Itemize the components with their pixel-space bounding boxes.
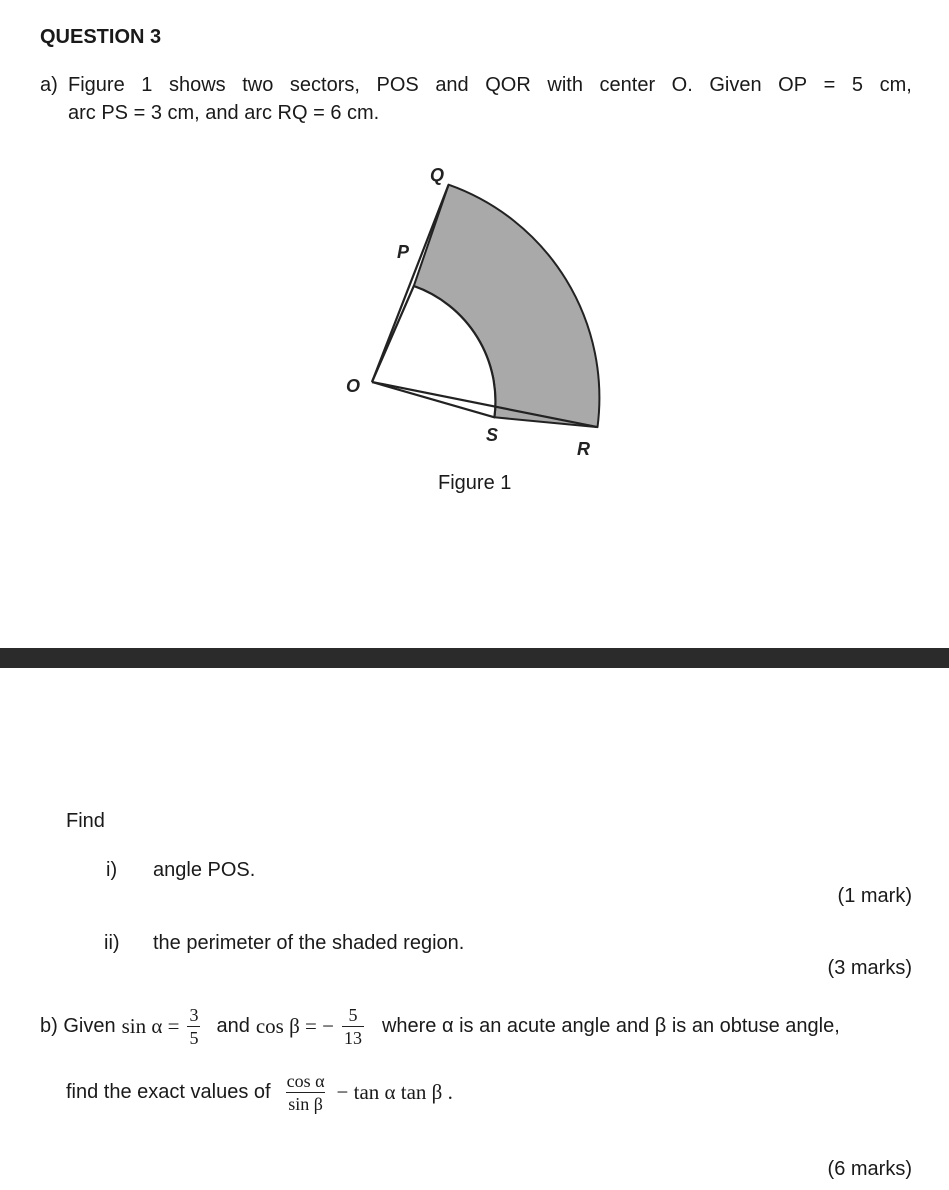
part-a-word: center [599, 74, 656, 96]
part-a-line-2: arc PS = 3 cm, and arc RQ = 6 cm. [68, 102, 380, 124]
label-R: R [577, 439, 590, 459]
part-a-word: sectors, [289, 74, 360, 96]
and-text: and [216, 1015, 250, 1037]
label-P: P [397, 242, 410, 262]
part-b-label: b) Given [40, 1015, 116, 1037]
fraction-3-5-denominator: 5 [189, 1028, 199, 1048]
part-b-line-2 [66, 1072, 453, 1113]
part-a-word: OP [778, 74, 808, 96]
fraction-5-13-denominator: 13 [343, 1028, 362, 1048]
fraction-cos-alpha-over-sin-beta [285, 1072, 327, 1113]
part-a-label: a) [40, 74, 58, 96]
part-a-word: QOR [485, 74, 531, 96]
part-a-word: cm, [879, 74, 912, 96]
part-a-word: and [435, 74, 469, 96]
part-a-word: with [547, 74, 583, 96]
tan-expression: − tan α tan β . [336, 1080, 453, 1104]
item-i-text: angle POS. [153, 859, 256, 881]
part-a-word: POS [376, 74, 419, 96]
find-exact-values-text: find the exact values of [66, 1081, 271, 1103]
figure-caption: Figure 1 [438, 472, 512, 494]
fraction-sin-beta: sin β [288, 1094, 323, 1114]
part-a-word: Figure [68, 74, 125, 96]
find-label: Find [66, 810, 105, 832]
part-a-word: 1 [141, 74, 153, 96]
part-a-word: 5 [851, 74, 864, 96]
fraction-cos-alpha: cos α [286, 1071, 325, 1091]
fraction-5-13-numerator: 5 [348, 1005, 358, 1025]
label-Q: Q [430, 165, 445, 185]
fraction-3-5-numerator: 3 [189, 1005, 199, 1025]
item-i-marks: (1 mark) [837, 885, 912, 907]
part-a-word: O. [671, 74, 693, 96]
part-b-line-1 [40, 1006, 840, 1047]
angle-condition: where α is an acute angle and β is an obtuse angle, [381, 1015, 840, 1037]
fraction-3-5 [187, 1006, 200, 1047]
fraction-5-13 [342, 1006, 364, 1047]
page-divider [0, 648, 949, 668]
sin-alpha: sin α = [121, 1014, 180, 1038]
cos-beta: cos β = − [255, 1014, 334, 1038]
label-O: O [346, 376, 361, 396]
item-ii-text: the perimeter of the shaded region. [153, 932, 465, 954]
label-S: S [486, 425, 499, 445]
part-a-word: Given [709, 74, 762, 96]
item-ii-marks: (3 marks) [827, 957, 912, 979]
figure-1-diagram [0, 0, 949, 520]
item-ii-number: ii) [104, 932, 120, 954]
item-i-number: i) [106, 859, 118, 881]
part-b-marks: (6 marks) [827, 1158, 912, 1180]
question-heading: QUESTION 3 [40, 26, 162, 48]
part-a-word: two [242, 74, 274, 96]
part-a-word: shows [168, 74, 226, 96]
part-a-word: = [823, 74, 836, 96]
